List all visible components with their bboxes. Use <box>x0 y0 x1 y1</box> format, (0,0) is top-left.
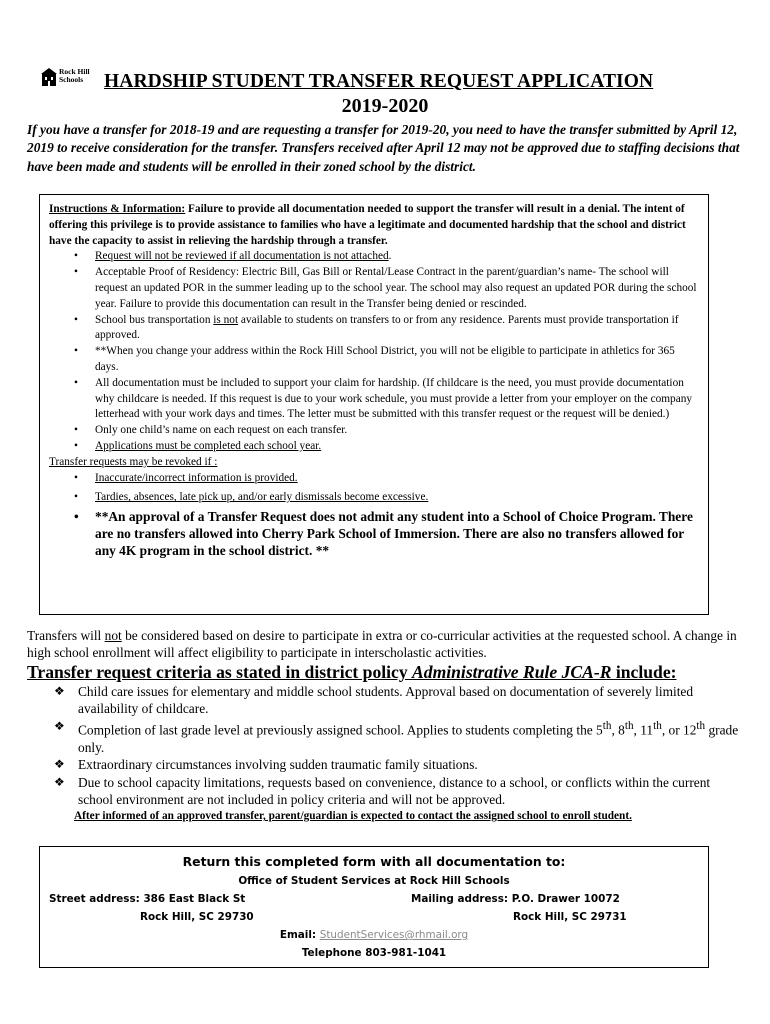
list-item: • All documentation must be included to support your claim for hardship. (If childcare is the need, you must provide documentation why childcare is needed. If this request is due to your work schedule, you must provide a letter from your employer on the company letterhead with your work days and times. The letter must be submitted with this transfer request or the request will be denied.) <box>49 376 701 423</box>
list-item <box>49 490 701 506</box>
criteria-text: , 8 <box>611 722 625 738</box>
criteria-text: , 11 <box>633 722 654 738</box>
ordinal-suffix: th <box>624 719 634 732</box>
criteria-heading-text: Transfer request criteria as stated in district policy <box>27 662 413 682</box>
list-item: • **An approval of a Transfer Request does not admit any student into a School of Choice Program. There are no transfers allowed into Cherry Park School of Immersion. There are also no transfers allowed for any 4K program in the school district. ** <box>49 508 701 559</box>
revoke-text: Inaccurate/incorrect information is provided. <box>95 471 298 484</box>
page-title: HARDSHIP STUDENT TRANSFER REQUEST APPLICATION <box>104 71 654 92</box>
intro-notice: If you have a transfer for 2018-19 and are requesting a transfer for 2019-20, you need to have the transfer submitted by April 12, 2019 to receive consideration for the transfer. Transfers received after April 12 may not be approved due to staffing decisions that have been made and students will be enrolled in their zoned school by the district. <box>27 122 740 174</box>
criteria-text: grade only. <box>78 722 739 755</box>
street-address: Street address: 386 East Black St <box>49 893 246 905</box>
bullet-text: Request will not be reviewed if all documentation is not attached <box>95 250 389 263</box>
list-item <box>49 249 701 265</box>
email-label: Email: <box>279 929 320 941</box>
email-link[interactable]: StudentServices@rhmail.org <box>319 929 469 941</box>
email-line <box>40 929 708 941</box>
after-approval-note: After informed of an approved transfer, parent/guardian is expected to contact the assigned school to enroll student. <box>74 810 632 822</box>
transfers-paragraph <box>27 627 745 661</box>
diamond-bullet-icon: ❖ <box>54 757 65 772</box>
ordinal-suffix: th <box>696 719 706 732</box>
list-item: • Acceptable Proof of Residency: Electric Bill, Gas Bill or Rental/Lease Contract in the parent/guardian’s name- The school will request an updated POR in the summer leading up to the school year. The school may also request an updated POR during the school year. Failure to provide this documentation can result in the Transfer being denied or rescinded. <box>49 265 701 312</box>
diamond-bullet-icon: ❖ <box>54 684 65 698</box>
logo-text: Rock Hill Schools <box>59 67 90 84</box>
criteria-heading <box>27 662 677 683</box>
revoke-list <box>49 471 701 560</box>
list-item <box>49 439 701 455</box>
office-name: Office of Student Services at Rock Hill Schools <box>238 875 510 887</box>
instructions-list <box>49 249 701 454</box>
criteria-list <box>27 683 745 808</box>
criteria-text: Due to school capacity limitations, requests based on convenience, distance to a school, or conflicts within the current school environment are not included in policy criteria and will not be approved. <box>78 774 711 807</box>
criteria-text: Completion of last grade level at previously assigned school. Applies to students completing the 5 <box>78 722 603 738</box>
bullet-text: Applications must be completed each school year. <box>95 439 322 452</box>
list-item <box>27 756 745 773</box>
school-building-icon <box>40 66 60 88</box>
list-item: • **When you change your address within the Rock Hill School District, you will not be eligible to participate in athletics for 365 days. <box>49 344 701 376</box>
list-item <box>49 313 701 345</box>
street-city: Rock Hill, SC 29730 <box>140 911 254 923</box>
bullet-text-underlined: is not <box>213 313 239 326</box>
mailing-address: Mailing address: P.O. Drawer 10072 <box>411 893 620 905</box>
transfers-text: be considered based on desire to participate in extra or co-curricular activities at the requested school. A change in high school enrollment will affect eligibility to participate in interscholastic activities. <box>27 628 737 660</box>
instructions-box <box>39 194 709 615</box>
criteria-text: , or 12 <box>661 722 697 738</box>
ordinal-suffix: th <box>602 719 612 732</box>
bullet-text-end: . <box>388 250 392 263</box>
list-item <box>27 683 745 718</box>
school-year: 2019-2020 <box>341 95 429 117</box>
bullet-text: available to students on transfers to or from any residence. Parents must provide transportation if approved. <box>95 313 679 342</box>
criteria-text: Extraordinary circumstances involving sudden traumatic family situations. <box>78 757 478 773</box>
criteria-policy-name: Administrative Rule JCA-R <box>412 662 612 682</box>
diamond-bullet-icon: ❖ <box>54 718 65 733</box>
telephone: Telephone 803-981-1041 <box>301 947 447 959</box>
instructions-text: Failure to provide all documentation needed to support the transfer will result in a denial. The intent of offering this privilege is to provide assistance to families who have a legitimate and documented hardship that the school and district have the capacity to assist in relieving the hardship through a transfer. <box>49 203 686 247</box>
bullet-text: School bus transportation <box>95 313 214 326</box>
criteria-heading-text: include: <box>611 662 677 682</box>
revoke-text: Tardies, absences, late pick up, and/or early dismissals become excessive. <box>95 491 429 504</box>
rock-hill-schools-logo <box>40 66 92 92</box>
mailing-city: Rock Hill, SC 29731 <box>513 911 627 923</box>
transfers-not: not <box>104 628 122 643</box>
criteria-text: Child care issues for elementary and middle school students. Approval based on documentation of severely limited availability of childcare. <box>78 684 694 717</box>
instructions-label: Instructions & Information: <box>49 203 186 215</box>
list-item <box>49 471 701 487</box>
return-address-box <box>39 846 709 968</box>
diamond-bullet-icon: ❖ <box>54 774 65 789</box>
list-item: • Only one child’s name on each request on each transfer. <box>49 423 701 439</box>
ordinal-suffix: th <box>653 719 662 732</box>
instructions-paragraph <box>49 202 701 249</box>
list-item <box>27 774 745 809</box>
list-item <box>27 718 745 756</box>
transfers-text: Transfers will <box>27 628 105 643</box>
revoked-label: Transfer requests may be revoked if : <box>49 455 218 468</box>
return-title: Return this completed form with all documentation to: <box>182 854 566 869</box>
